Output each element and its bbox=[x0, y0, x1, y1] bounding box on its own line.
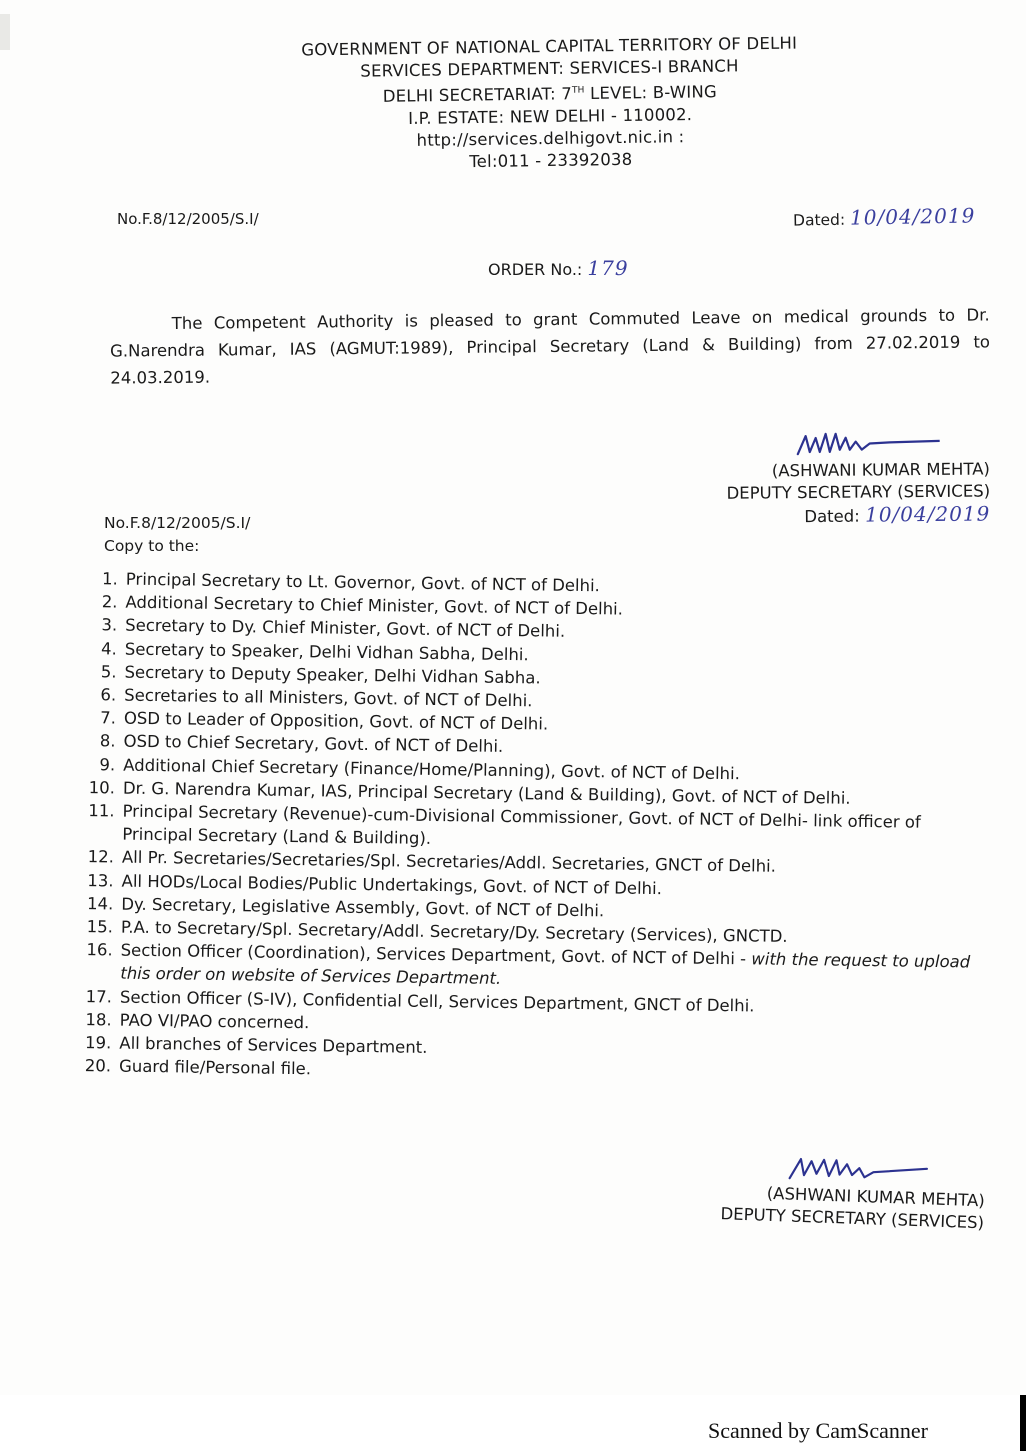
letterhead-line-website: http://services.delhigovt.nic.in : bbox=[416, 126, 685, 150]
handwritten-date: 10/04/2019 bbox=[864, 501, 991, 527]
signatory-designation: DEPUTY SECRETARY (SERVICES) bbox=[720, 1204, 985, 1233]
order-date bbox=[793, 203, 976, 230]
list-item-number: 1. bbox=[101, 569, 118, 589]
list-item-body: Secretary to Deputy Speaker, Delhi Vidhan Sabha. bbox=[124, 662, 541, 688]
list-item-number: 6. bbox=[100, 685, 117, 705]
secretariat-level-text: LEVEL: B-WING bbox=[584, 82, 718, 104]
list-item-number: 9. bbox=[99, 754, 116, 775]
list-item-body: Section Officer (S-IV), Confidential Cell, Services Department, GNCT of Delhi. bbox=[119, 987, 755, 1016]
list-item-body: All Pr. Secretaries/Secretaries/Spl. Secretaries/Addl. Secretaries, GNCT of Delhi. bbox=[121, 848, 777, 877]
list-item-text bbox=[119, 1055, 311, 1081]
copy-file-number: No.F.8/12/2005/S.I/ bbox=[104, 514, 251, 532]
list-item-number: 12. bbox=[87, 847, 115, 867]
list-item-body: OSD to Chief Secretary, Govt. of NCT of Delhi. bbox=[123, 732, 504, 757]
signature-block-bottom bbox=[619, 1146, 986, 1235]
signatory-name: (ASHWANI KUMAR MEHTA) bbox=[771, 459, 991, 481]
handwritten-order-number: 179 bbox=[587, 256, 629, 280]
list-item-number: 2. bbox=[101, 592, 118, 612]
list-item-body: Secretaries to all Ministers, Govt. of NCT of Delhi. bbox=[124, 685, 533, 711]
list-item-body: OSD to Leader of Opposition, Govt. of NCT of Delhi. bbox=[123, 708, 549, 734]
list-item-number: 15. bbox=[86, 917, 114, 937]
list-item-body: Principal Secretary (Revenue)-cum-Divisional Commissioner, Govt. of NCT of Delhi- link officer of Principal Secretary (Land & Building). bbox=[122, 801, 921, 849]
list-item-body: All HODs/Local Bodies/Public Undertakings, Govt. of NCT of Delhi. bbox=[121, 871, 663, 898]
list-item-number: 20. bbox=[84, 1056, 112, 1076]
signature-icon bbox=[790, 427, 940, 460]
letterhead-line-government: GOVERNMENT OF NATIONAL CAPITAL TERRITORY OF DELHI bbox=[301, 33, 798, 60]
ordinal-superscript: TH bbox=[571, 85, 585, 96]
list-item-number: 4. bbox=[100, 638, 117, 659]
list-item-number: 10. bbox=[88, 777, 116, 798]
list-item-italic-note: with the request to upload this order on website of Services Department. bbox=[120, 949, 971, 989]
list-item-number: 5. bbox=[100, 662, 117, 682]
list-item-text bbox=[120, 1008, 310, 1034]
file-reference-number: No.F.8/12/2005/S.I/ bbox=[117, 210, 259, 228]
list-item-number: 3. bbox=[101, 615, 118, 635]
list-item-body: Guard file/Personal file. bbox=[118, 1056, 312, 1079]
letterhead bbox=[249, 32, 851, 176]
dated-label: Dated: bbox=[792, 210, 846, 230]
scanner-watermark: Scanned by CamScanner bbox=[708, 1418, 928, 1443]
order-body-paragraph bbox=[110, 301, 991, 391]
copy-to-heading: Copy to the: bbox=[104, 537, 200, 555]
list-item-number: 7. bbox=[100, 708, 117, 728]
dated-label: Dated: bbox=[804, 506, 860, 527]
letterhead-line-telephone: Tel:011 - 23392038 bbox=[469, 149, 633, 171]
list-item-number: 14. bbox=[86, 893, 114, 914]
list-item-body: Dy. Secretary, Legislative Assembly, Govt. of NCT of Delhi. bbox=[121, 894, 605, 921]
list-item-body: Principal Secretary to Lt. Governor, Govt. of NCT of Delhi. bbox=[125, 569, 601, 596]
list-item-body: Additional Chief Secretary (Finance/Home/Planning), Govt. of NCT of Delhi. bbox=[123, 755, 741, 783]
copy-reference bbox=[104, 512, 250, 558]
order-number-heading bbox=[488, 256, 629, 280]
order-body-text: The Competent Authority is pleased to grant Commuted Leave on medical grounds to Dr. G.Narendra Kumar, IAS (AGMUT:1989), Principal Secretary (Land & Building) from 27.02.2019 to 24.03.2019. bbox=[109, 305, 991, 388]
edge-bar bbox=[1020, 1395, 1026, 1451]
list-item-number: 11. bbox=[88, 801, 115, 821]
list-item-number: 19. bbox=[84, 1033, 112, 1053]
secretariat-text: DELHI SECRETARIAT: 7 bbox=[382, 84, 573, 106]
list-item-number: 16. bbox=[86, 940, 113, 960]
signatory-designation: DEPUTY SECRETARY (SERVICES) bbox=[726, 481, 991, 503]
list-item-body: Additional Secretary to Chief Minister, Govt. of NCT of Delhi. bbox=[125, 592, 624, 619]
list-item-body: Secretary to Dy. Chief Minister, Govt. of NCT of Delhi. bbox=[125, 616, 566, 642]
list-item-body: Dr. G. Narendra Kumar, IAS, Principal Secretary (Land & Building), Govt. of NCT of Delhi. bbox=[122, 778, 851, 808]
list-item-number: 18. bbox=[85, 1009, 112, 1030]
list-item-number: 8. bbox=[99, 731, 116, 751]
list-item-body: Secretary to Speaker, Delhi Vidhan Sabha, Delhi. bbox=[124, 639, 529, 664]
order-label: ORDER No.: bbox=[488, 260, 583, 279]
copy-distribution-list bbox=[73, 567, 995, 1090]
list-item-body: P.A. to Secretary/Spl. Secretary/Addl. Secretary/Dy. Secretary (Services), GNCTD. bbox=[120, 917, 788, 946]
list-item-number: 17. bbox=[85, 986, 113, 1007]
signatory-name: (ASHWANI KUMAR MEHTA) bbox=[766, 1183, 986, 1211]
letterhead-line-department: SERVICES DEPARTMENT: SERVICES-I BRANCH bbox=[360, 56, 739, 81]
letterhead-line-address: I.P. ESTATE: NEW DELHI - 110002. bbox=[408, 104, 693, 128]
copy-date bbox=[640, 502, 990, 529]
list-item-number: 13. bbox=[87, 870, 114, 891]
list-item-body: PAO VI/PAO concerned. bbox=[119, 1010, 310, 1033]
signature-block-top bbox=[640, 426, 991, 529]
page-edge-shadow bbox=[0, 14, 10, 50]
list-item-body: All branches of Services Department. bbox=[119, 1033, 428, 1057]
list-item-body: Section Officer (Coordination), Services Department, Govt. of NCT of Delhi - bbox=[120, 940, 752, 969]
handwritten-date: 10/04/2019 bbox=[849, 203, 976, 230]
